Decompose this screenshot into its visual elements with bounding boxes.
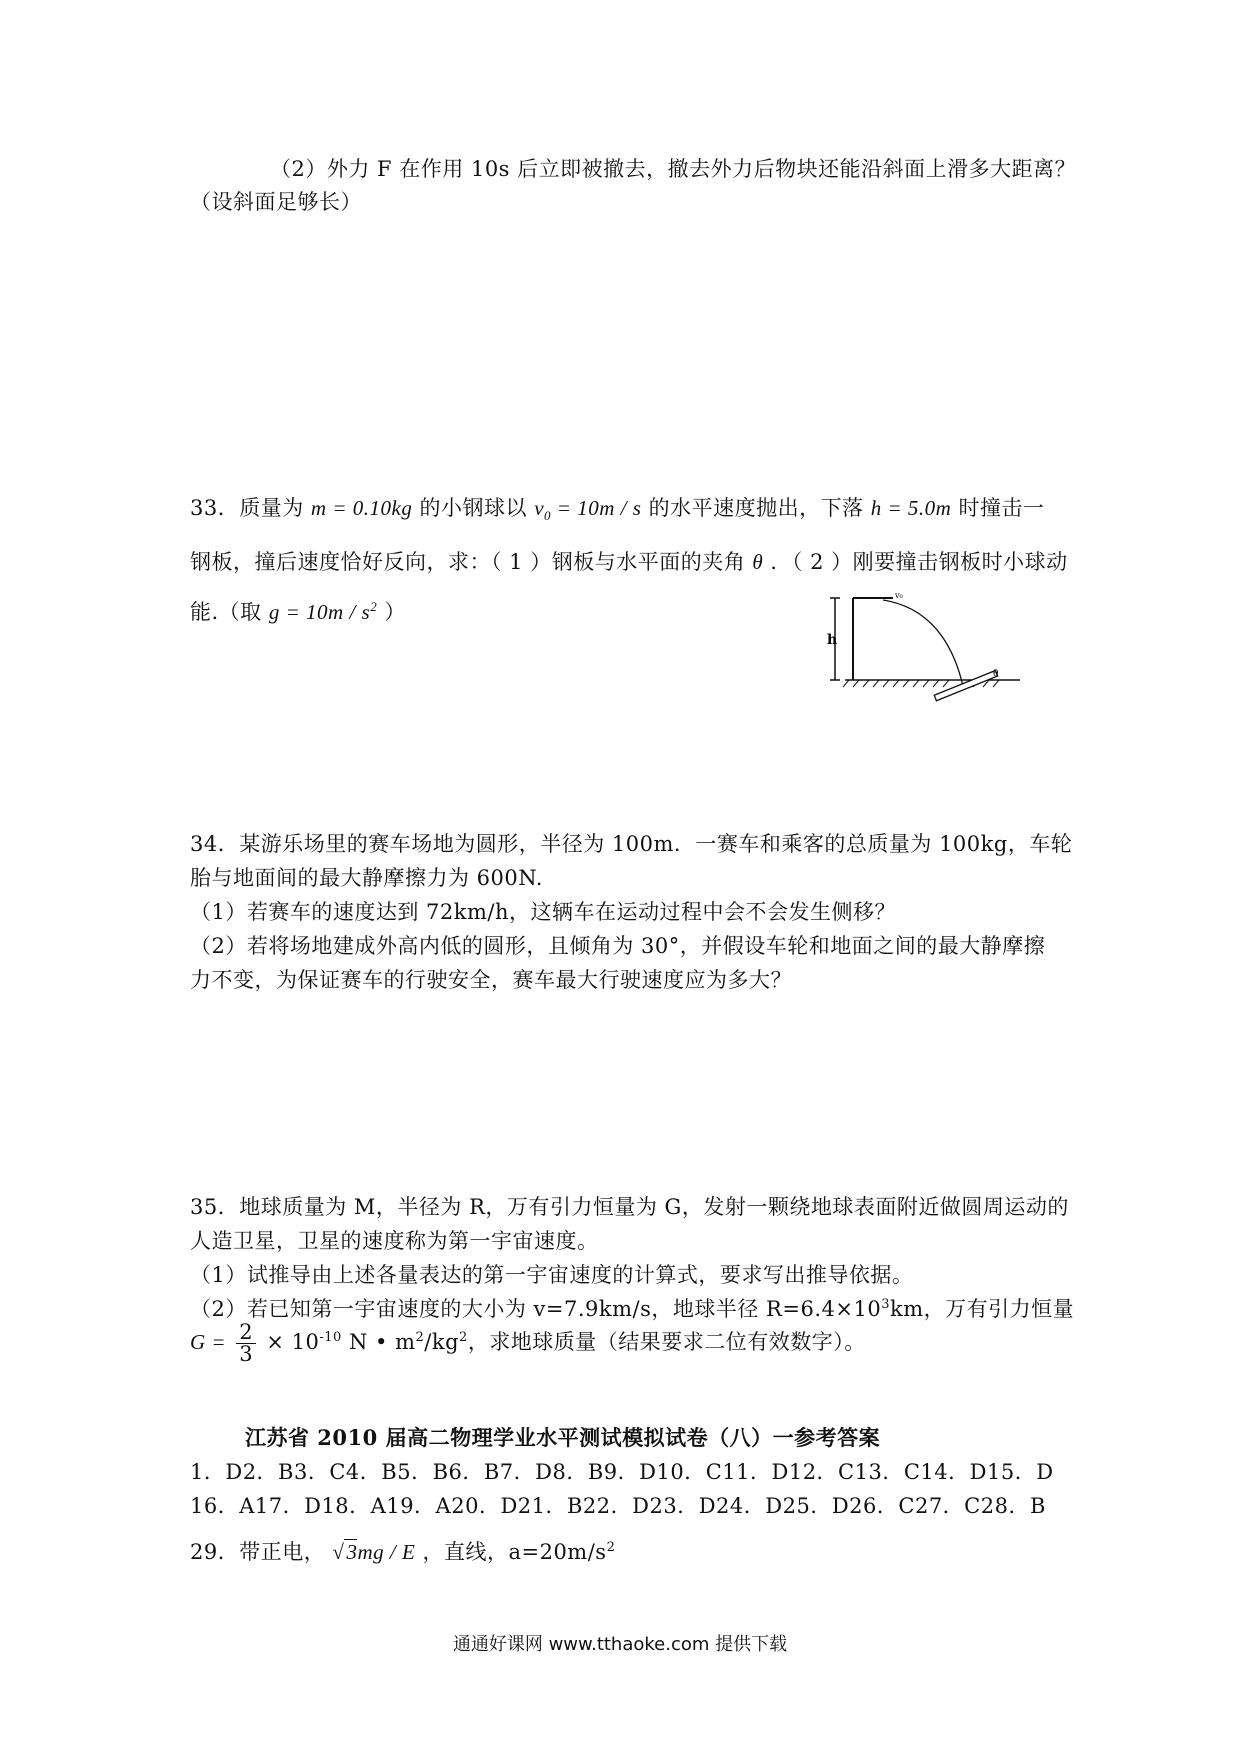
mass-expr: m = 0.10kg — [310, 496, 413, 520]
q35-line2: 人造卫星，卫星的速度称为第一宇宙速度。 — [190, 1229, 599, 1253]
q34-line4: （2）若将场地建成外高内低的圆形，且倾角为 30°，并假设车轮和地面之间的最大静摩擦 — [190, 934, 1046, 958]
q34-line3: （1）若赛车的速度达到 72km/h，这辆车在运动过程中会不会发生侧移？ — [190, 900, 896, 924]
q35-line5: G = $\frac{2}{3}$ × $10^{-10}$ N • $m^2/kg^2$，求地球质量（结果要求二位有效数字）。 — [190, 1320, 866, 1366]
page-footer: 通通好课网 www.tthaoke.com 提供下载 — [452, 1634, 788, 1655]
q34-line1: 34．某游乐场里的赛车场地为圆形，半径为 100m．一赛车和乘客的总质量为 100kg，车轮 — [190, 832, 1073, 856]
q35-line4: （2）若已知第一宇宙速度的大小为 v=7.9km/s，地球半径 $R=6.4\times 10^3km$，万有引力恒量 — [190, 1297, 1075, 1321]
projectile-diagram — [825, 590, 1035, 710]
theta-symbol: θ — [752, 550, 764, 574]
q33-line3: 能.（取 $g = 10m / s^2$ ） — [190, 599, 406, 624]
answer-row-2: 16．A17．D18．A19．A20．D21．B22．D23．D24．D25．D26．C27．C28．B — [190, 1494, 1046, 1518]
q35-line1: 35．地球质量为 M，半径为 R，万有引力恒量为 G，发射一颗绕地球表面附近做圆周运动的 — [190, 1195, 1069, 1219]
height-label: h — [827, 632, 838, 648]
q32-part2-line1: （2）外力 F 在作用 10s 后立即被撤去，撤去外力后物块还能沿斜面上滑多大距离？ — [270, 157, 1077, 181]
velocity-expr: $v_0 = 10m / s$ — [534, 496, 642, 524]
fraction-two-thirds: $\frac{2}{3}$ — [236, 1322, 256, 1365]
q34-line5: 力不变，为保证赛车的行驶安全，赛车最大行驶速度应为多大？ — [190, 968, 792, 992]
height-expr: h = 5.0m — [870, 496, 952, 520]
angle-label: θ — [993, 669, 999, 679]
velocity-label: v₀ — [895, 591, 903, 600]
q34-line2: 胎与地面间的最大静摩擦力为 600N. — [190, 866, 543, 890]
gravity-expr: $g = 10m / s^2$ — [268, 599, 378, 624]
q33-line1: 33．质量为 m = 0.10kg 的小钢球以 $v_0 = 10m / s$ 的水平速度抛出，下落 h = 5.0m 时撞击一 — [190, 496, 1045, 524]
answer-q29: 29．带正电， √3mg / E ，直线，$a=20m/s^2$ — [190, 1540, 616, 1564]
answer-key-title: 江苏省 2010 届高二物理学业水平测试模拟试卷（八）一参考答案 — [245, 1425, 881, 1450]
q33-line2: 钢板，撞后速度恰好反向，求：（ 1 ）钢板与水平面的夹角 θ ．（ 2 ）刚要撞击钢板时小球动 — [190, 550, 1068, 574]
answer-row-1: 1．D2．B3．C4．B5．B6．B7．D8．B9．D10．C11．D12．C13．C14．D15．D — [190, 1460, 1054, 1484]
gravitational-constant: G = — [190, 1330, 227, 1354]
q35-line3: （1）试推导由上述各量表达的第一宇宙速度的计算式，要求写出推导依据。 — [190, 1263, 914, 1287]
q32-part2-line2: （设斜面足够长） — [190, 190, 362, 214]
